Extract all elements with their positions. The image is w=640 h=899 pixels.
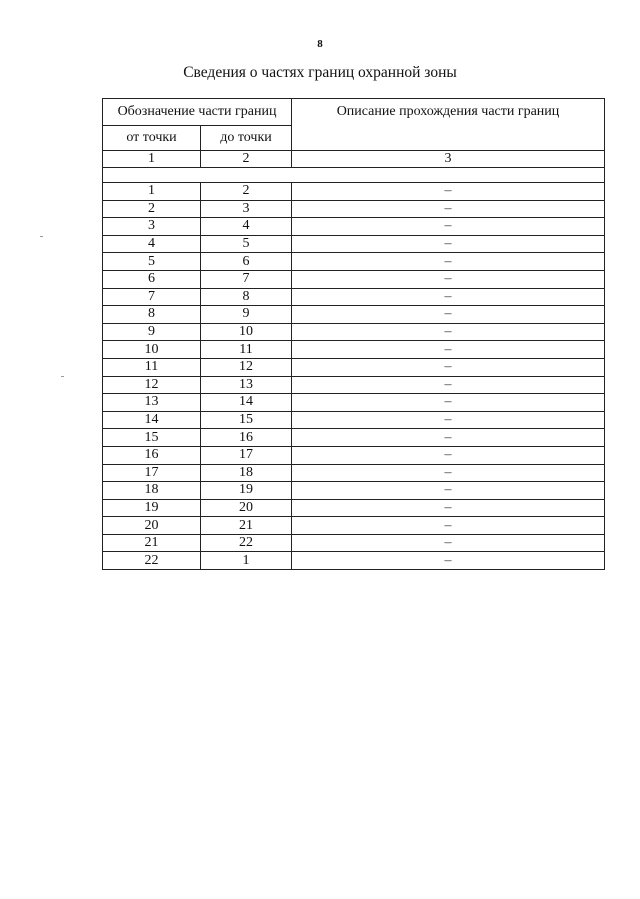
from-point-header: от точки [103, 126, 201, 151]
to-point-cell: 21 [201, 517, 292, 535]
description-cell: – [292, 394, 605, 412]
scan-mark [61, 376, 64, 377]
from-point-cell: 11 [103, 358, 201, 376]
table-row [103, 464, 605, 482]
table-row [103, 270, 605, 288]
description-cell: – [292, 288, 605, 306]
to-point-cell: 3 [201, 200, 292, 218]
from-point-cell: 7 [103, 288, 201, 306]
from-point-cell: 21 [103, 534, 201, 552]
table-row [103, 446, 605, 464]
to-point-cell: 1 [201, 552, 292, 570]
description-cell: – [292, 376, 605, 394]
document-title: Сведения о частях границ охранной зоны [183, 64, 457, 81]
table-row [103, 376, 605, 394]
table-row [103, 358, 605, 376]
from-point-cell: 17 [103, 464, 201, 482]
column-number: 1 [103, 151, 201, 168]
to-point-cell: 8 [201, 288, 292, 306]
table-row [103, 306, 605, 324]
table-row [103, 394, 605, 412]
to-point-cell: 19 [201, 482, 292, 500]
from-point-cell: 20 [103, 517, 201, 535]
description-cell: – [292, 552, 605, 570]
from-point-cell: 13 [103, 394, 201, 412]
from-point-cell: 5 [103, 253, 201, 271]
to-point-cell: 10 [201, 323, 292, 341]
description-cell: – [292, 534, 605, 552]
table-row [103, 411, 605, 429]
from-point-cell: 19 [103, 499, 201, 517]
from-point-cell: 8 [103, 306, 201, 324]
description-cell: – [292, 517, 605, 535]
from-point-cell: 18 [103, 482, 201, 500]
description-cell: – [292, 358, 605, 376]
table-row [103, 253, 605, 271]
description-cell: – [292, 323, 605, 341]
from-point-cell: 10 [103, 341, 201, 359]
to-point-cell: 17 [201, 446, 292, 464]
from-point-cell: 16 [103, 446, 201, 464]
scan-mark [40, 236, 43, 237]
from-point-cell: 3 [103, 218, 201, 236]
to-point-cell: 13 [201, 376, 292, 394]
from-point-cell: 22 [103, 552, 201, 570]
from-point-cell: 9 [103, 323, 201, 341]
description-cell: – [292, 270, 605, 288]
to-point-cell: 22 [201, 534, 292, 552]
column-number-row [103, 151, 605, 168]
boundary-parts-table [102, 98, 605, 570]
table-header-row [103, 99, 605, 126]
from-point-cell: 12 [103, 376, 201, 394]
table-row [103, 183, 605, 201]
table-row [103, 482, 605, 500]
table-row [103, 235, 605, 253]
description-cell: – [292, 235, 605, 253]
description-header: Описание прохождения части границ [292, 99, 605, 151]
to-point-cell: 20 [201, 499, 292, 517]
to-point-cell: 14 [201, 394, 292, 412]
table-row [103, 552, 605, 570]
description-cell: – [292, 306, 605, 324]
from-point-cell: 1 [103, 183, 201, 201]
table-row [103, 200, 605, 218]
column-number: 2 [201, 151, 292, 168]
description-cell: – [292, 464, 605, 482]
description-cell: – [292, 341, 605, 359]
table-row [103, 429, 605, 447]
to-point-cell: 2 [201, 183, 292, 201]
description-cell: – [292, 411, 605, 429]
table-row [103, 341, 605, 359]
description-cell: – [292, 200, 605, 218]
to-point-header: до точки [201, 126, 292, 151]
table-row [103, 534, 605, 552]
to-point-cell: 4 [201, 218, 292, 236]
to-point-cell: 15 [201, 411, 292, 429]
to-point-cell: 18 [201, 464, 292, 482]
empty-cell [103, 168, 605, 183]
to-point-cell: 12 [201, 358, 292, 376]
designation-header: Обозначение части границ [103, 99, 292, 126]
table-row [103, 288, 605, 306]
from-point-cell: 4 [103, 235, 201, 253]
to-point-cell: 11 [201, 341, 292, 359]
from-point-cell: 14 [103, 411, 201, 429]
from-point-cell: 2 [103, 200, 201, 218]
table-row [103, 517, 605, 535]
to-point-cell: 9 [201, 306, 292, 324]
to-point-cell: 6 [201, 253, 292, 271]
page-number: 8 [317, 38, 323, 50]
spacer-row [103, 168, 605, 183]
table-row [103, 218, 605, 236]
from-point-cell: 6 [103, 270, 201, 288]
column-number: 3 [292, 151, 605, 168]
description-cell: – [292, 218, 605, 236]
to-point-cell: 5 [201, 235, 292, 253]
description-cell: – [292, 446, 605, 464]
description-cell: – [292, 183, 605, 201]
to-point-cell: 7 [201, 270, 292, 288]
description-cell: – [292, 482, 605, 500]
table-row [103, 323, 605, 341]
to-point-cell: 16 [201, 429, 292, 447]
table-row [103, 499, 605, 517]
description-cell: – [292, 429, 605, 447]
from-point-cell: 15 [103, 429, 201, 447]
description-cell: – [292, 499, 605, 517]
description-cell: – [292, 253, 605, 271]
